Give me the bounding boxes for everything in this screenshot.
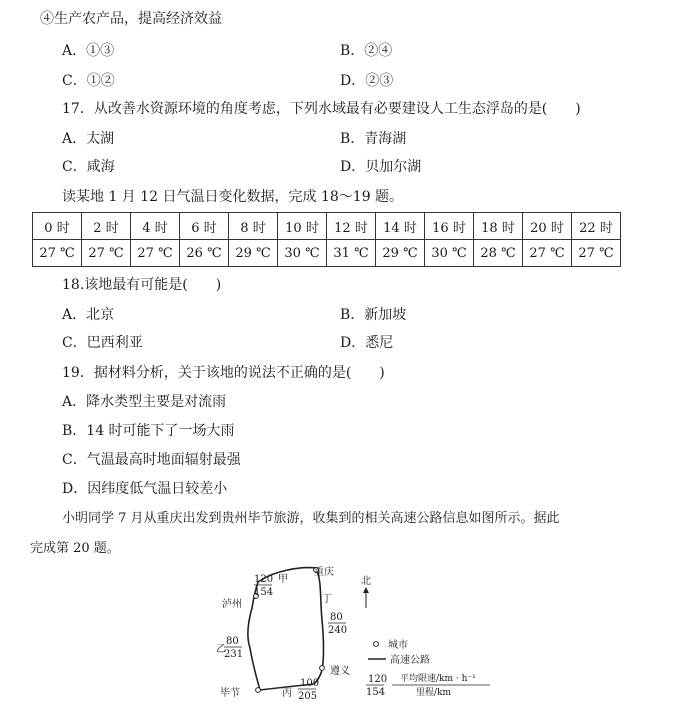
- q16-option-d[interactable]: D．②③: [340, 73, 394, 89]
- q16-option-a[interactable]: A．①③: [62, 43, 115, 59]
- question-17: 17．从改善水资源环境的角度考虑，下列水域最有必要建设人工生态浮岛的是( ): [62, 101, 581, 117]
- hour-cell: 12 时: [327, 213, 376, 240]
- q16-option-b[interactable]: B．②④: [340, 43, 393, 59]
- q17-option-d[interactable]: D．贝加尔湖: [340, 159, 422, 175]
- temp-cell: 29 ℃: [229, 240, 278, 267]
- temp-cell: 27 ℃: [572, 240, 621, 267]
- hour-cell: 16 时: [425, 213, 474, 240]
- legend-example-distance: 154: [366, 687, 386, 698]
- ding-distance: 240: [328, 625, 348, 636]
- city-zunyi-marker: [320, 666, 325, 671]
- hour-cell: 4 时: [131, 213, 180, 240]
- temperature-table: [32, 212, 621, 267]
- question-18: 18.该地最有可能是( ): [62, 277, 222, 293]
- city-bijie-marker: [256, 688, 261, 693]
- jia-speed: 120: [254, 574, 274, 585]
- city-bijie-label: 毕节: [220, 688, 240, 699]
- segment-bing-label: 丙: [282, 688, 292, 699]
- legend-example-speed: 120: [368, 674, 388, 685]
- hour-cell: 2 时: [82, 213, 131, 240]
- q18-option-c[interactable]: C．巴西利亚: [62, 335, 143, 351]
- q18-option-a[interactable]: A．北京: [62, 307, 115, 323]
- q18-option-b[interactable]: B．新加坡: [340, 307, 407, 323]
- table-row: [33, 213, 621, 240]
- hour-cell: 22 时: [572, 213, 621, 240]
- bing-distance: 205: [298, 691, 318, 702]
- city-chongqing-label: 重庆: [314, 567, 334, 578]
- city-zunyi-label: 遵义: [330, 666, 350, 677]
- temp-cell: 27 ℃: [523, 240, 572, 267]
- intro-20-line2: 完成第 20 题。: [30, 541, 120, 556]
- hour-cell: 10 时: [278, 213, 327, 240]
- statement-4: ④生产农产品，提高经济效益: [40, 11, 222, 27]
- north-label: 北: [361, 576, 371, 587]
- q17-option-b[interactable]: B．青海湖: [340, 131, 407, 147]
- segment-jia-label: 甲: [278, 574, 288, 585]
- q19-option-d[interactable]: D．因纬度低气温日较差小: [62, 481, 228, 497]
- yi-speed: 80: [226, 636, 239, 647]
- temp-cell: 26 ℃: [180, 240, 229, 267]
- temp-cell: 30 ℃: [425, 240, 474, 267]
- temp-cell: 31 ℃: [327, 240, 376, 267]
- bing-speed: 100: [300, 678, 320, 689]
- highway-route-line: [248, 568, 324, 690]
- hour-cell: 18 时: [474, 213, 523, 240]
- q17-option-c[interactable]: C．咸海: [62, 159, 115, 175]
- segment-yi-label: 乙: [216, 644, 226, 655]
- city-luzhou-label: 泸州: [222, 599, 242, 610]
- temp-cell: 27 ℃: [131, 240, 180, 267]
- temp-cell: 30 ℃: [278, 240, 327, 267]
- q19-option-a[interactable]: A．降水类型主要是对流雨: [62, 394, 227, 410]
- yi-distance: 231: [224, 649, 244, 660]
- hour-cell: 14 时: [376, 213, 425, 240]
- hour-cell: 6 时: [180, 213, 229, 240]
- q19-option-b[interactable]: B．14 时可能下了一场大雨: [62, 423, 235, 439]
- q17-option-a[interactable]: A．太湖: [62, 131, 115, 147]
- jia-distance: 154: [254, 587, 274, 598]
- legend-city-label: 城市: [388, 640, 408, 651]
- question-19: 19．据材料分析，关于该地的说法不正确的是( ): [62, 365, 385, 381]
- q16-option-c[interactable]: C．①②: [62, 73, 115, 89]
- north-arrow-head-icon: [363, 587, 369, 593]
- highway-map: [210, 560, 500, 705]
- hour-cell: 0 时: [33, 213, 82, 240]
- temp-cell: 27 ℃: [33, 240, 82, 267]
- temp-cell: 27 ℃: [82, 240, 131, 267]
- legend-speed-text: 平均限速/km · h⁻¹: [400, 674, 476, 684]
- ding-speed: 80: [330, 612, 343, 623]
- legend-highway-label: 高速公路: [390, 655, 430, 666]
- q18-option-d[interactable]: D．悉尼: [340, 335, 394, 351]
- hour-cell: 8 时: [229, 213, 278, 240]
- intro-20-line1: 小明同学 7 月从重庆出发到贵州毕节旅游，收集到的相关高速公路信息如图所示。据此: [62, 511, 560, 526]
- legend-distance-text: 里程/km: [416, 688, 452, 698]
- hour-cell: 20 时: [523, 213, 572, 240]
- segment-ding-label: 丁: [322, 594, 332, 605]
- intro-18-19: 读某地 1 月 12 日气温日变化数据，完成 18～19 题。: [62, 189, 404, 205]
- temp-cell: 29 ℃: [376, 240, 425, 267]
- table-row: [33, 240, 621, 267]
- q19-option-c[interactable]: C．气温最高时地面辐射最强: [62, 452, 241, 468]
- temp-cell: 28 ℃: [474, 240, 523, 267]
- legend-city-icon: [374, 642, 379, 647]
